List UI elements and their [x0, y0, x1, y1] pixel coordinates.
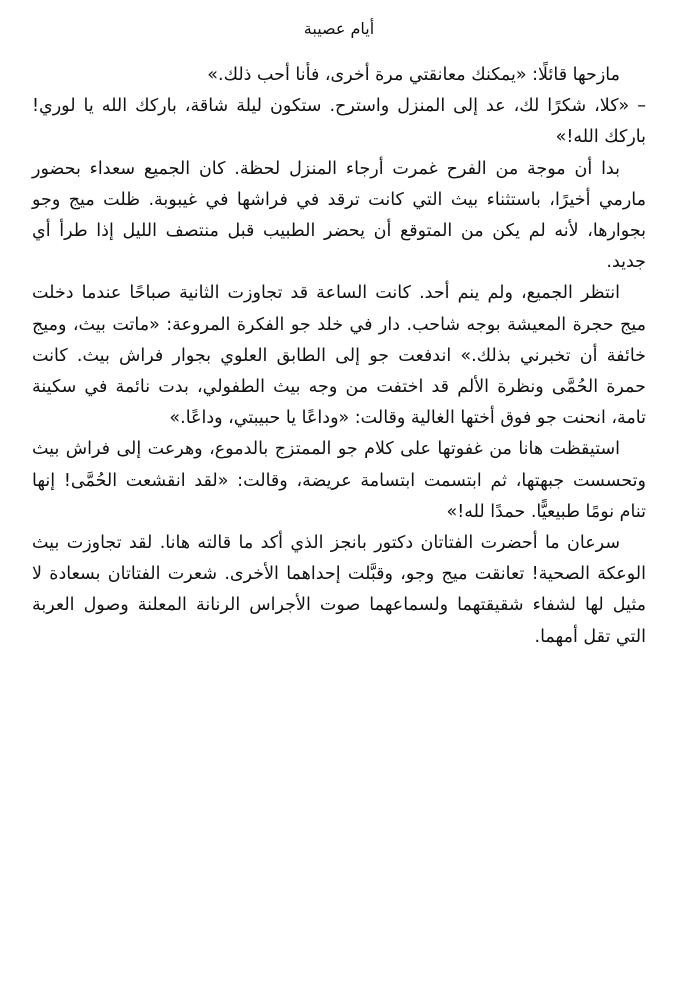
paragraph-dialogue-reply: – «كلا، شكرًا لك، عد إلى المنزل واسترح. ستكون ليلة شاقة، باركك الله يا لوري! باركك الله!»: [32, 96, 646, 148]
paragraph-narrative: سرعان ما أحضرت الفتاتان دكتور بانجز الذي أكد ما قالته هانا. لقد تجاوزت بيث الوعكة الصحية! تعانقت ميج وجو، وقبَّلت إحداهما الأخرى. شعرت الفتاتان بسعادة لا مثيل لها لشفاء شقيقتهما ولسماعهما صوت الأجراس الرنانة المعلنة وصول العربة التي تقل أمهما.: [32, 533, 646, 647]
running-header-title: أيام عصيبة: [303, 19, 375, 38]
paragraph-narrative: انتظر الجميع، ولم ينم أحد. كانت الساعة قد تجاوزت الثانية صباحًا عندما دخلت ميج حجرة المعيشة بوجه شاحب. دار في خلد جو الفكرة المروعة: «ماتت بيث، وميج خائفة أن تخبرني بذلك.» اندفعت جو إلى الطابق العلوي بجوار فراش بيث. كانت حمرة الحُمَّى ونظرة الألم قد اختفت من وجه بيث الطفولي، بدت نائمة في سكينة تامة، انحنت جو فوق أختها الغالية وقالت: «وداعًا يا حبيبتي، وداعًا.»: [32, 283, 646, 429]
chapter-body: [32, 60, 646, 653]
paragraph-dialogue: مازحها قائلًا: «يمكنك معانقتي مرة أخرى، فأنا أحب ذلك.»: [207, 65, 620, 85]
paragraph-narrative: بدا أن موجة من الفرح غمرت أرجاء المنزل لحظة. كان الجميع سعداء بحضور مارمي أخيرًا، باستثناء بيث التي كانت ترقد في فراشها في غيبوبة. ظلت ميج وجو بجوارها، لأنه لم يكن من المتوقع أن يحضر الطبيب قبل منتصف الليل إذا طرأ أي جديد.: [32, 158, 646, 273]
paragraph-narrative: استيقظت هانا من غفوتها على كلام جو الممتزج بالدموع، وهرعت إلى فراش بيث وتحسست جبهتها، ثم ابتسمت ابتسامة عريضة، وقالت: «لقد انقشعت الحُمَّى! إنها تنام نومًا طبيعيًّا. حمدًا لله!»: [32, 439, 646, 522]
